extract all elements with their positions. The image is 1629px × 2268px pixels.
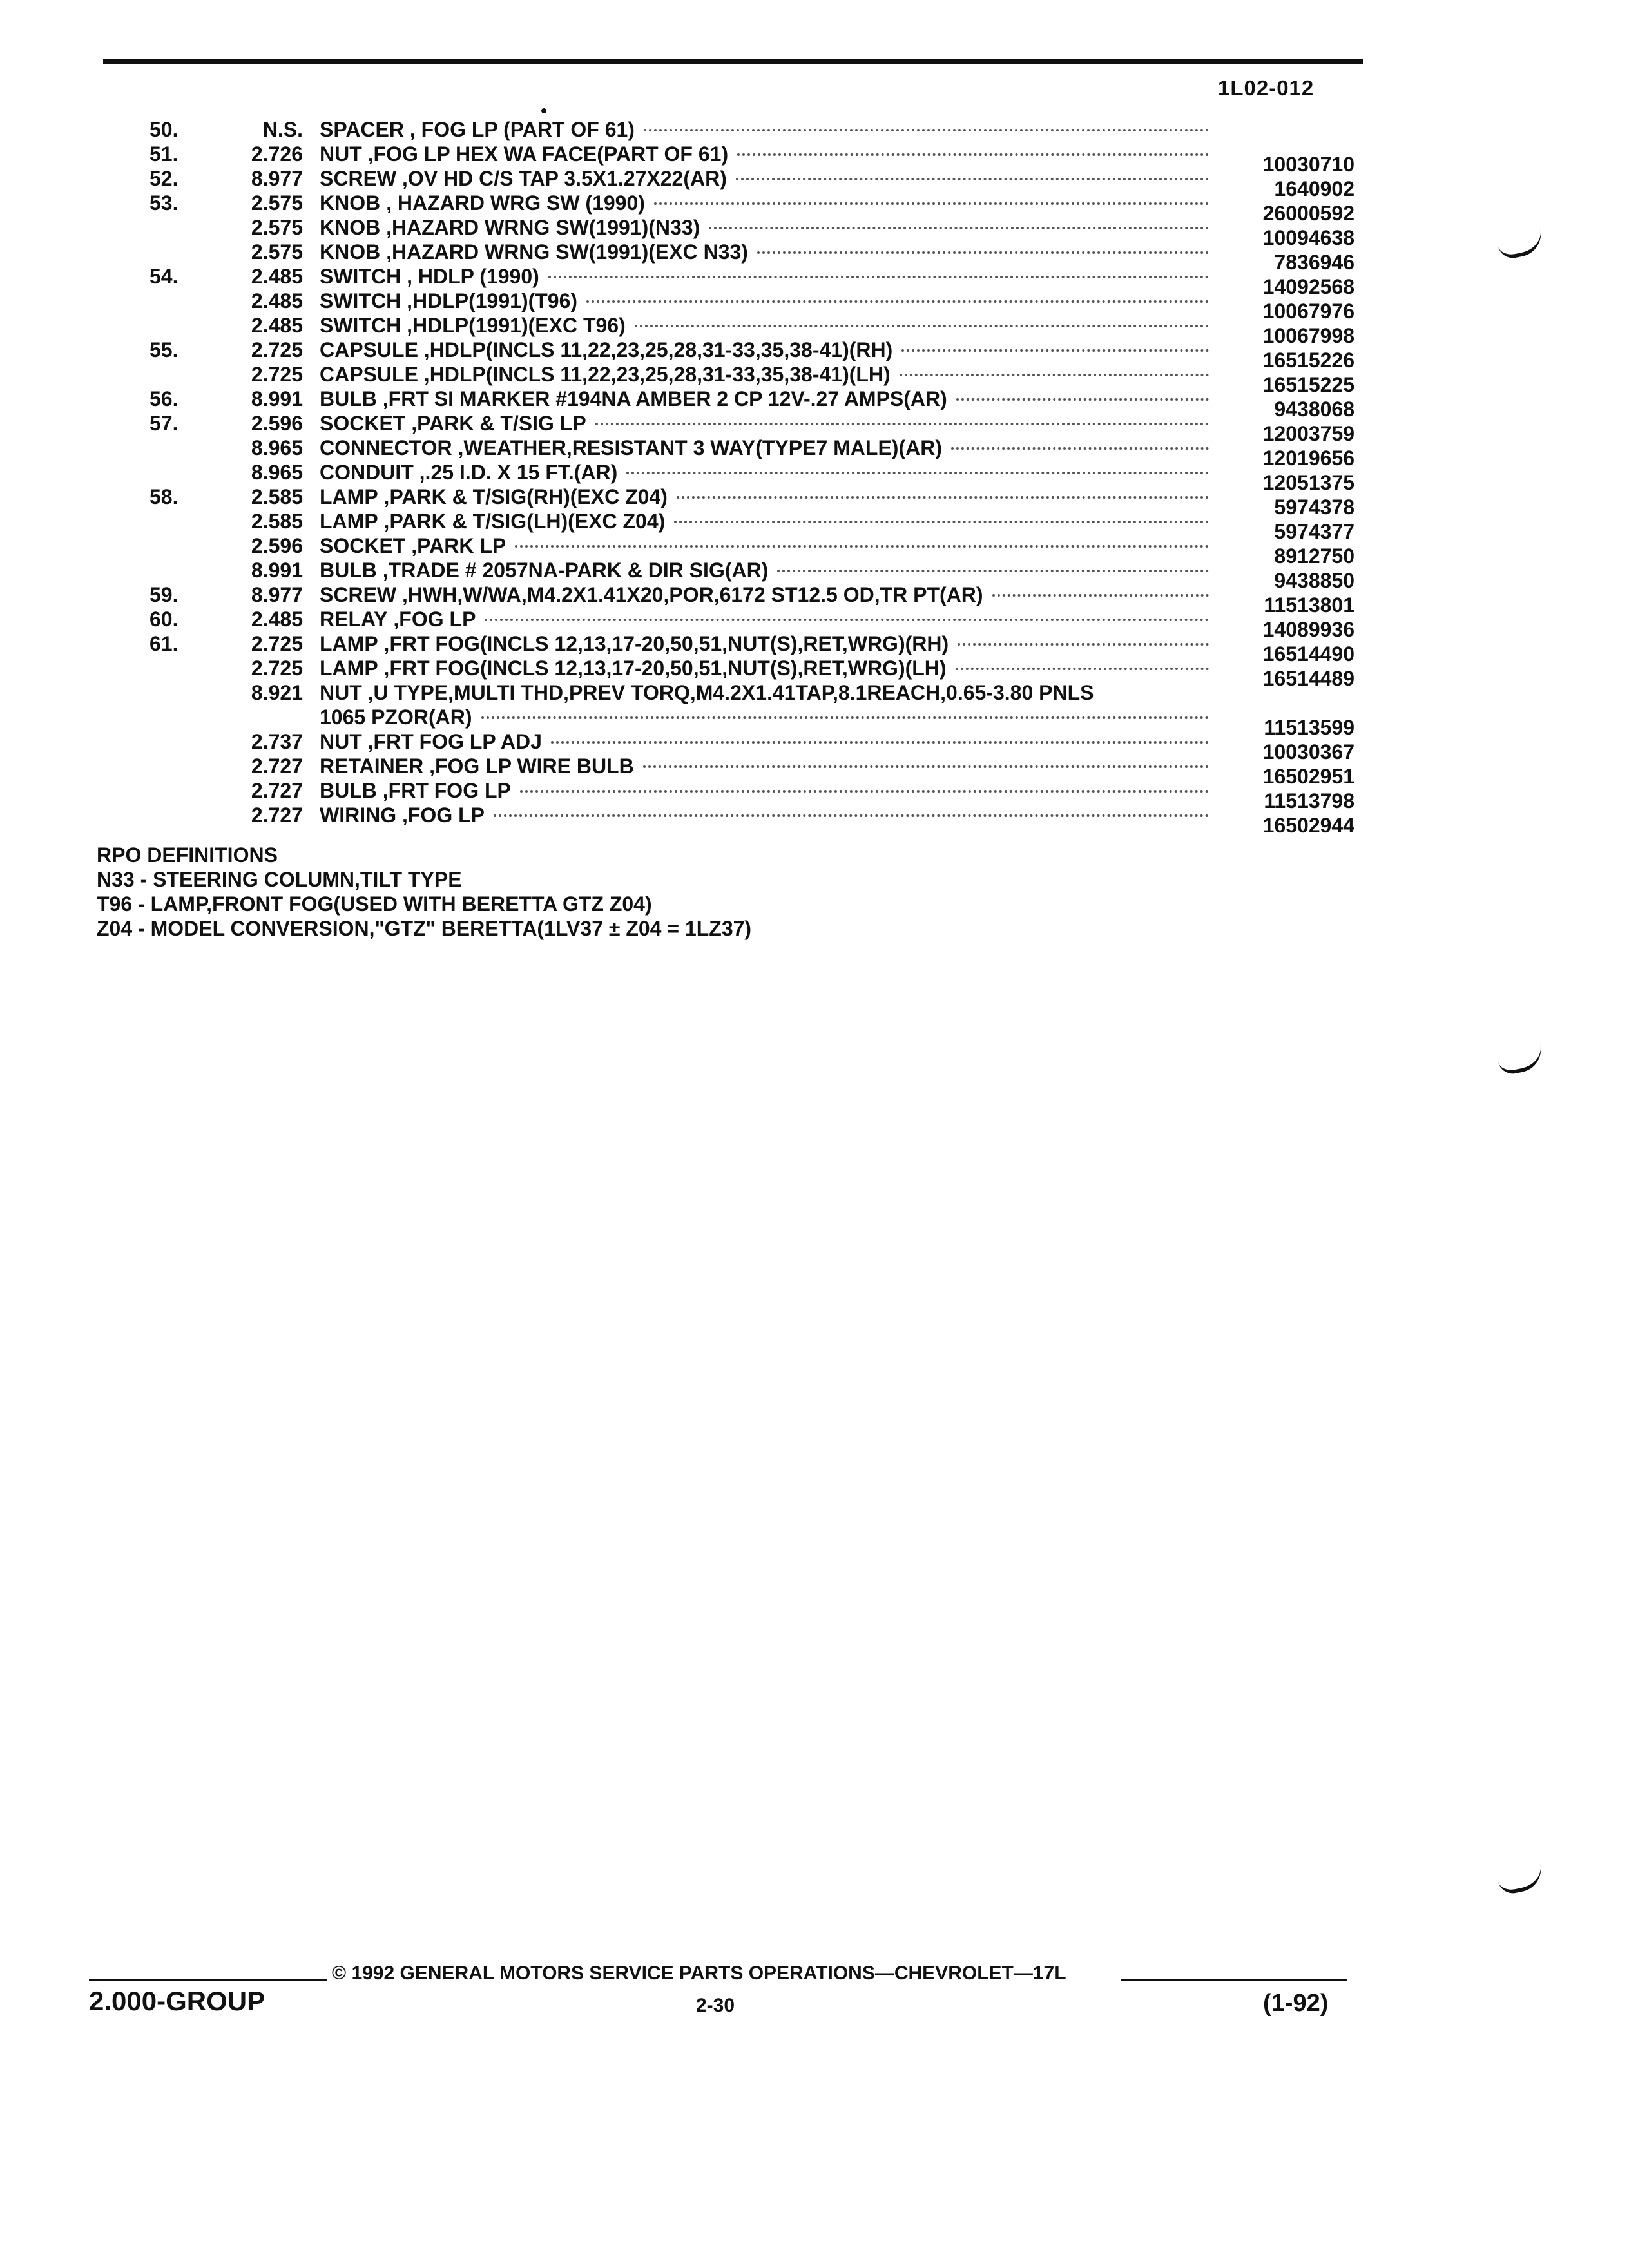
- parts-row: [0, 362, 1629, 396]
- binder-punch-mark: [1496, 1044, 1545, 1077]
- group-number: 2.725: [251, 657, 303, 680]
- part-number: 11513801: [1264, 593, 1354, 617]
- dot-leader: [626, 472, 1209, 474]
- part-detail: ,PARK & T/SIG(LH)(EXC Z04): [378, 510, 666, 533]
- part-name: KNOB: [320, 191, 381, 215]
- group-number: 2.726: [251, 142, 303, 166]
- part-detail: ,HDLP(1991)(EXC T96): [401, 314, 626, 337]
- group-number: 8.921: [251, 681, 303, 704]
- group-number: 2.727: [251, 754, 303, 778]
- footer-rule: [89, 1979, 327, 1981]
- rpo-line: Z04 - MODEL CONVERSION,"GTZ" BERETTA(1LV37 ± Z04 = 1LZ37): [97, 917, 752, 940]
- part-description: [320, 778, 1209, 803]
- parts-row: [0, 631, 1629, 666]
- parts-row: [0, 117, 1629, 142]
- part-description: [320, 313, 1209, 338]
- part-name: LAMP: [320, 657, 378, 680]
- dot-leader: [737, 153, 1209, 156]
- part-description: [320, 729, 1209, 754]
- parts-row: [0, 142, 1629, 176]
- dot-leader: [956, 398, 1209, 401]
- parts-row: [0, 436, 1629, 470]
- parts-row: [0, 582, 1629, 617]
- group-number: 2.575: [251, 240, 303, 264]
- part-name: CAPSULE: [320, 338, 418, 361]
- stray-dot: [541, 108, 546, 113]
- part-detail: ,HDLP(1991)(T96): [401, 289, 578, 312]
- part-number: 1640902: [1274, 177, 1354, 200]
- part-detail: ,FRT FOG(INCLS 12,13,17-20,50,51,NUT(S),RET,WRG)(RH): [378, 632, 949, 655]
- group-number: 8.991: [251, 559, 303, 582]
- part-number: 12051375: [1262, 471, 1354, 494]
- rpo-line: T96 - LAMP,FRONT FOG(USED WITH BERETTA GTZ Z04): [97, 892, 652, 916]
- binder-punch-mark: [1496, 1864, 1545, 1896]
- part-detail: ,PARK & T/SIG LP: [405, 412, 586, 435]
- rpo-line: N33 - STEERING COLUMN,TILT TYPE: [97, 868, 462, 891]
- parts-row: [0, 240, 1629, 274]
- part-name: NUT: [320, 142, 362, 166]
- dot-leader: [736, 178, 1209, 180]
- part-number: 11513798: [1264, 789, 1354, 812]
- group-number: 2.725: [251, 632, 303, 655]
- part-description: [320, 166, 1209, 191]
- part-number: 10030710: [1262, 153, 1354, 176]
- part-number: 10094638: [1262, 226, 1354, 249]
- part-description: [320, 142, 1209, 166]
- dot-leader: [901, 349, 1209, 352]
- part-name: KNOB: [320, 216, 381, 239]
- ref-number: 51.: [149, 142, 178, 166]
- part-detail: ,U TYPE,MULTI THD,PREV TORQ,M4.2X1.41TAP,8.1REACH,0.65-3.80 PNLS: [361, 681, 1094, 704]
- footer-copyright: © 1992 GENERAL MOTORS SERVICE PARTS OPERATIONS—CHEVROLET—17L: [332, 1963, 1066, 1984]
- part-name: SOCKET: [320, 534, 406, 557]
- dot-leader: [900, 374, 1209, 376]
- parts-row: [0, 387, 1629, 421]
- dot-leader: [551, 741, 1209, 744]
- ref-number: 54.: [149, 265, 178, 288]
- part-name: SWITCH: [320, 289, 401, 312]
- parts-row: [0, 754, 1629, 788]
- group-number: 2.485: [251, 289, 303, 312]
- group-number: 2.485: [251, 314, 303, 337]
- parts-row: [0, 485, 1629, 519]
- part-description: [320, 411, 1209, 436]
- group-number: 2.596: [251, 412, 303, 435]
- ref-number: 57.: [149, 412, 178, 435]
- part-number: 12003759: [1262, 422, 1354, 445]
- part-description: [320, 215, 1209, 240]
- part-name: WIRING: [320, 803, 397, 827]
- group-number: 8.991: [251, 387, 303, 410]
- part-description: [320, 240, 1209, 264]
- ref-number: 58.: [149, 485, 178, 508]
- part-detail: ,FRT SI MARKER #194NA AMBER 2 CP 12V-.27 AMPS(AR): [376, 387, 947, 410]
- part-name: NUT: [320, 681, 362, 704]
- group-number: 2.485: [251, 608, 303, 631]
- dot-leader: [958, 643, 1209, 646]
- dot-leader: [643, 765, 1209, 768]
- dot-leader: [481, 716, 1210, 719]
- part-detail: , FOG LP (PART OF 61): [403, 118, 635, 141]
- part-number: 8912750: [1274, 544, 1354, 568]
- part-name: CAPSULE: [320, 363, 418, 386]
- part-name: CONNECTOR: [320, 436, 452, 459]
- dot-leader: [757, 251, 1209, 254]
- page-id: 1L02-012: [1218, 76, 1315, 100]
- part-detail: ,HWH,W/WA,M4.2X1.41X20,POR,6172 ST12.5 OD,TR PT(AR): [396, 583, 983, 606]
- part-name: SWITCH: [320, 314, 401, 337]
- part-description: [320, 656, 1209, 680]
- part-name: RETAINER: [320, 754, 424, 778]
- parts-row: [0, 729, 1629, 764]
- parts-row: [0, 264, 1629, 298]
- dot-leader: [777, 570, 1209, 572]
- part-number: 9438068: [1274, 398, 1354, 421]
- parts-row: [0, 411, 1629, 445]
- dot-leader: [494, 814, 1209, 817]
- part-description: [320, 680, 1209, 729]
- part-name: NUT: [320, 730, 362, 753]
- rpo-title: RPO DEFINITIONS: [97, 843, 278, 867]
- parts-row: [0, 533, 1629, 568]
- part-detail: ,FRT FOG LP ADJ: [361, 730, 542, 753]
- part-number: 16514490: [1262, 642, 1354, 666]
- parts-list: [0, 117, 1629, 837]
- dot-leader: [485, 619, 1209, 621]
- group-number: 2.727: [251, 803, 303, 827]
- part-name: SWITCH: [320, 265, 401, 288]
- part-number: 5974377: [1274, 520, 1354, 543]
- ref-number: 50.: [149, 118, 178, 141]
- part-detail: ,OV HD C/S TAP 3.5X1.27X22(AR): [396, 167, 727, 190]
- dot-leader: [951, 447, 1209, 450]
- dot-leader: [515, 545, 1209, 548]
- part-detail: ,HDLP(INCLS 11,22,23,25,28,31-33,35,38-41)(RH): [418, 338, 893, 361]
- dot-leader: [674, 521, 1209, 523]
- ref-number: 61.: [149, 632, 178, 655]
- group-number: 8.965: [251, 461, 303, 484]
- rpo-definitions: [97, 843, 751, 941]
- group-number: 2.575: [251, 191, 303, 215]
- parts-row: [0, 656, 1629, 690]
- part-description: [320, 754, 1209, 778]
- group-number: N.S.: [262, 118, 303, 141]
- footer-page-number: 2-30: [696, 1995, 735, 2016]
- part-description: [320, 485, 1209, 509]
- part-name: KNOB: [320, 240, 381, 264]
- group-number: 2.575: [251, 216, 303, 239]
- part-description: [320, 631, 1209, 656]
- group-number: 2.585: [251, 510, 303, 533]
- part-detail: ,FOG LP: [396, 803, 485, 827]
- part-number: 26000592: [1262, 202, 1354, 225]
- dot-leader: [709, 227, 1209, 229]
- part-name: LAMP: [320, 485, 378, 508]
- group-number: 2.737: [251, 730, 303, 753]
- part-detail: ,TRADE # 2057NA-PARK & DIR SIG(AR): [376, 559, 769, 582]
- part-detail: ,HDLP(INCLS 11,22,23,25,28,31-33,35,38-41)(LH): [418, 363, 891, 386]
- part-detail: , HDLP (1990): [401, 265, 539, 288]
- part-name: LAMP: [320, 632, 378, 655]
- part-number: 16515226: [1262, 349, 1354, 372]
- part-number: 16515225: [1262, 373, 1354, 396]
- part-number: 16502944: [1262, 814, 1354, 837]
- part-name: RELAY: [320, 608, 388, 631]
- part-description: [320, 117, 1209, 142]
- part-description: [320, 289, 1209, 313]
- dot-leader: [586, 300, 1209, 303]
- parts-row: [0, 778, 1629, 812]
- dot-leader: [654, 202, 1209, 205]
- group-number: 2.727: [251, 779, 303, 802]
- group-number: 8.965: [251, 436, 303, 459]
- part-detail: ,HAZARD WRNG SW(1991)(N33): [380, 216, 700, 239]
- part-name: LAMP: [320, 510, 378, 533]
- part-detail: ,PARK LP: [405, 534, 506, 557]
- group-number: 2.725: [251, 338, 303, 361]
- group-number: 2.585: [251, 485, 303, 508]
- parts-row: [0, 509, 1629, 543]
- part-number: 10067998: [1262, 324, 1354, 347]
- part-detail-continued: 1065 PZOR(AR): [320, 706, 472, 729]
- part-detail: ,.25 I.D. X 15 FT.(AR): [413, 461, 618, 484]
- ref-number: 53.: [149, 191, 178, 215]
- part-description: [320, 191, 1209, 215]
- dot-leader: [677, 496, 1209, 499]
- part-number: 5974378: [1274, 495, 1354, 519]
- part-description: [320, 607, 1209, 631]
- footer-date: (1-92): [1263, 1990, 1329, 2017]
- parts-row: [0, 289, 1629, 323]
- part-name: BULB: [320, 559, 377, 582]
- part-name: BULB: [320, 387, 377, 410]
- parts-row: [0, 680, 1629, 739]
- top-rule: [103, 59, 1363, 64]
- footer-rule: [1121, 1979, 1347, 1981]
- parts-row: [0, 558, 1629, 592]
- part-description: [320, 558, 1209, 582]
- part-description: [320, 362, 1209, 387]
- dot-leader: [956, 668, 1209, 670]
- dot-leader: [595, 423, 1209, 425]
- parts-row: [0, 313, 1629, 347]
- parts-row: [0, 338, 1629, 372]
- part-detail: ,HAZARD WRNG SW(1991)(EXC N33): [380, 240, 748, 264]
- part-number: 12019656: [1262, 447, 1354, 470]
- part-name: SOCKET: [320, 412, 406, 435]
- parts-row: [0, 166, 1629, 200]
- parts-row: [0, 191, 1629, 225]
- part-name: SCREW: [320, 167, 397, 190]
- part-description: [320, 460, 1209, 485]
- part-number: 9438850: [1274, 569, 1354, 592]
- part-number: 14092568: [1262, 275, 1354, 298]
- part-number: 16514489: [1262, 667, 1354, 690]
- part-detail: ,FRT FOG LP: [376, 779, 511, 802]
- part-description: [320, 803, 1209, 827]
- part-number: 10030367: [1262, 740, 1354, 764]
- parts-row: [0, 460, 1629, 494]
- dot-leader: [992, 594, 1209, 597]
- part-number: 7836946: [1274, 251, 1354, 274]
- group-number: 8.977: [251, 583, 303, 606]
- parts-row: [0, 215, 1629, 249]
- dot-leader: [635, 325, 1209, 327]
- part-number: 16502951: [1262, 765, 1354, 788]
- parts-row: [0, 607, 1629, 641]
- dot-leader: [520, 790, 1209, 793]
- part-description: [320, 509, 1209, 533]
- ref-number: 60.: [149, 608, 178, 631]
- part-description: [320, 338, 1209, 362]
- part-number: 10067976: [1262, 300, 1354, 323]
- group-number: 8.977: [251, 167, 303, 190]
- ref-number: 59.: [149, 583, 178, 606]
- part-name: SCREW: [320, 583, 397, 606]
- parts-row: [0, 803, 1629, 837]
- dot-leader: [644, 129, 1209, 131]
- part-name: SPACER: [320, 118, 404, 141]
- part-detail: ,FRT FOG(INCLS 12,13,17-20,50,51,NUT(S),RET,WRG)(LH): [378, 657, 947, 680]
- part-detail: ,FOG LP HEX WA FACE(PART OF 61): [361, 142, 729, 166]
- group-number: 2.725: [251, 363, 303, 386]
- part-name: CONDUIT: [320, 461, 414, 484]
- part-description: [320, 387, 1209, 411]
- ref-number: 56.: [149, 387, 178, 410]
- group-number: 2.485: [251, 265, 303, 288]
- part-detail: ,WEATHER,RESISTANT 3 WAY(TYPE7 MALE)(AR): [452, 436, 942, 459]
- part-description: [320, 264, 1209, 289]
- dot-leader: [548, 276, 1209, 278]
- part-detail: ,FOG LP: [387, 608, 476, 631]
- ref-number: 52.: [149, 167, 178, 190]
- part-detail: ,FOG LP WIRE BULB: [423, 754, 634, 778]
- part-description: [320, 533, 1209, 558]
- part-description: [320, 582, 1209, 607]
- ref-number: 55.: [149, 338, 178, 361]
- part-description: [320, 436, 1209, 460]
- part-name: BULB: [320, 779, 377, 802]
- part-number: 11513599: [1264, 716, 1354, 739]
- part-number: 14089936: [1262, 618, 1354, 641]
- part-detail: , HAZARD WRG SW (1990): [380, 191, 645, 215]
- part-detail: ,PARK & T/SIG(RH)(EXC Z04): [378, 485, 668, 508]
- footer-group: 2.000-GROUP: [89, 1986, 265, 2016]
- group-number: 2.596: [251, 534, 303, 557]
